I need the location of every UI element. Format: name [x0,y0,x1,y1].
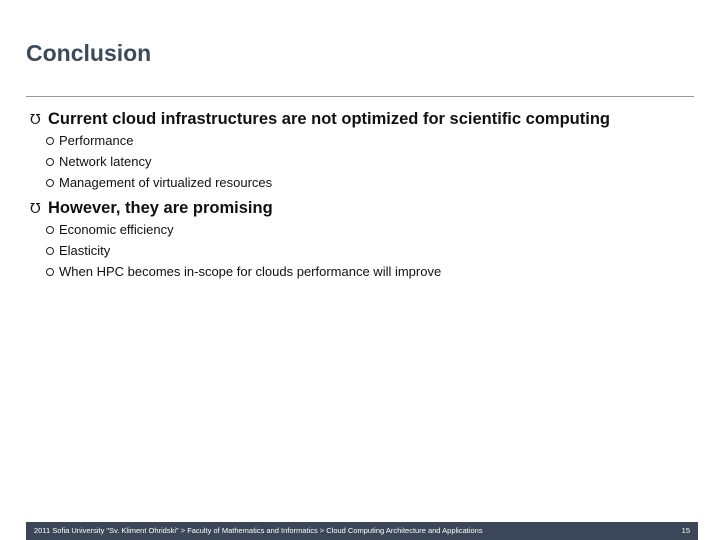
circle-bullet-icon [46,158,54,166]
sub-list [46,130,700,193]
list-item [46,151,700,172]
slide-footer [26,522,698,540]
section-heading [30,197,700,219]
list-item [46,261,700,282]
slide-content [30,108,700,286]
circle-bullet-icon [46,137,54,145]
list-item-text: Elasticity [59,243,111,258]
circle-bullet-icon [46,179,54,187]
list-item [46,130,700,151]
bullet-icon: ℧ [30,110,41,127]
title-divider [26,96,694,97]
list-item [46,219,700,240]
section-2 [30,197,700,282]
sub-list [46,219,700,282]
bullet-icon: ℧ [30,199,41,216]
footer-text: 2011 Sofia University "Sv. Kliment Ohridski" > Faculty of Mathematics and Informatics > Cloud Computing Architecture and Applications [34,526,483,535]
list-item [46,172,700,193]
page-number: 15 [681,526,690,535]
list-item-text: Network latency [59,154,152,169]
circle-bullet-icon [46,247,54,255]
section-heading-text: However, they are promising [48,198,273,217]
slide-title: Conclusion [26,40,152,66]
list-item-text: Management of virtualized resources [59,175,273,190]
list-item-text: When HPC becomes in-scope for clouds performance will improve [59,264,442,279]
circle-bullet-icon [46,268,54,276]
section-heading-text: Current cloud infrastructures are not optimized for scientific computing [48,109,610,128]
list-item-text: Economic efficiency [59,222,174,237]
section-heading [30,108,700,130]
section-1 [30,108,700,193]
circle-bullet-icon [46,226,54,234]
list-item-text: Performance [59,133,134,148]
list-item [46,240,700,261]
